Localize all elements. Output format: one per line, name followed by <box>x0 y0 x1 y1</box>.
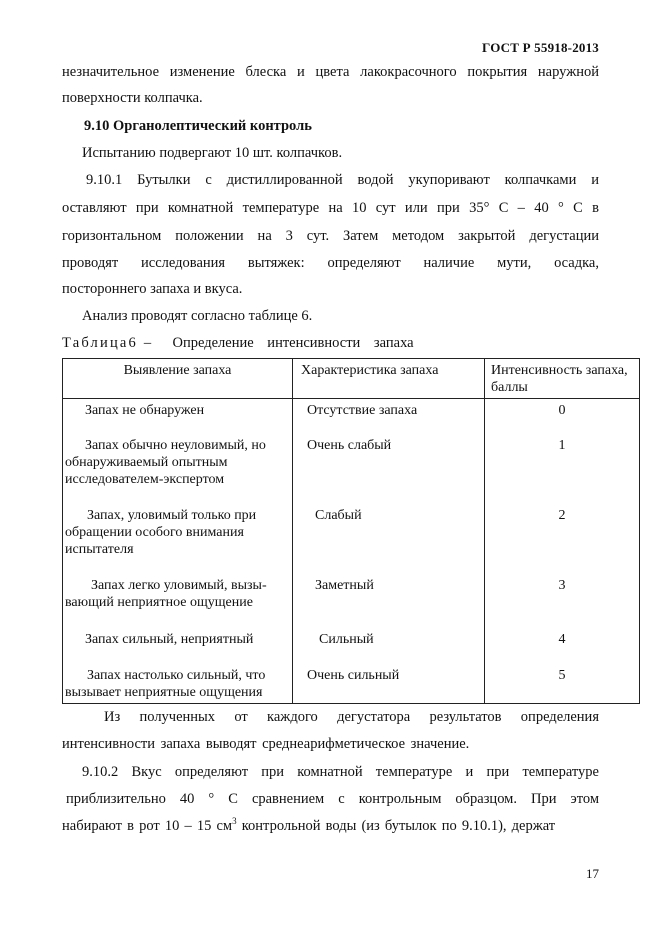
table-row <box>63 437 640 507</box>
odor-intensity-table <box>62 358 640 704</box>
table-row <box>63 577 640 631</box>
section-title: 9.10 Органолептический контроль <box>84 118 312 134</box>
score-cell: 5 <box>485 667 640 704</box>
table-header-row <box>63 359 640 399</box>
superscript: 3 <box>232 816 237 827</box>
detection-cell: Запах легко уловимый, вызы-вающий неприятное ощущение <box>63 577 293 631</box>
text-fragment: набирают в рот 10 – 15 см <box>62 818 233 834</box>
paragraph-line: поверхности колпачка. <box>62 90 203 106</box>
paragraph-line: постороннего запаха и вкуса. <box>62 281 243 297</box>
header-cell: Характеристика запаха <box>293 359 485 399</box>
header-cell: Интенсивность запаха, баллы <box>485 359 640 399</box>
paragraph-line: оставляют при комнатной температуре на 10 сут или при 35° С – 40 ° С в <box>62 200 599 216</box>
characteristic-cell: Сильный <box>293 631 485 667</box>
score-cell: 0 <box>485 399 640 438</box>
paragraph-line: незначительное изменение блеска и цвета лакокрасочного покрытия наружной <box>62 64 599 80</box>
table-caption <box>62 335 414 352</box>
characteristic-cell: Отсутствие запаха <box>293 399 485 438</box>
document-standard-header: ГОСТ Р 55918-2013 <box>482 40 599 55</box>
table-row <box>63 667 640 704</box>
characteristic-cell: Очень сильный <box>293 667 485 704</box>
score-cell: 4 <box>485 631 640 667</box>
score-cell: 2 <box>485 507 640 577</box>
detection-cell: Запах, уловимый только при обращении особого внимания испытателя <box>63 507 293 577</box>
paragraph-line <box>62 818 555 835</box>
characteristic-cell: Очень слабый <box>293 437 485 507</box>
table-caption-label: Таблица6 – <box>62 335 154 351</box>
page-number: 17 <box>586 866 599 881</box>
paragraph-line: приблизительно 40 ° С сравнением с контрольным образцом. При этом <box>66 791 599 807</box>
table-row <box>63 399 640 438</box>
detection-cell: Запах не обнаружен <box>63 399 293 438</box>
text-fragment: контрольной воды (из бутылок по 9.10.1), держат <box>241 818 556 834</box>
characteristic-cell: Слабый <box>293 507 485 577</box>
paragraph-line: интенсивности запаха выводят среднеарифметическое значение. <box>62 736 470 752</box>
paragraph-line: проводят исследования вытяжек: определяют наличие мути, осадка, <box>62 255 599 271</box>
table-caption-text: Определение интенсивности запаха <box>172 335 414 351</box>
paragraph-line: горизонтальном положении на 3 сут. Затем методом закрытой дегустации <box>62 228 599 244</box>
detection-cell: Запах обычно неуловимый, но обнаруживаемый опытным исследователем-экспертом <box>63 437 293 507</box>
detection-cell: Запах сильный, неприятный <box>63 631 293 667</box>
table-row <box>63 507 640 577</box>
characteristic-cell: Заметный <box>293 577 485 631</box>
paragraph-line: Анализ проводят согласно таблице 6. <box>82 308 313 324</box>
table-row <box>63 631 640 667</box>
score-cell: 3 <box>485 577 640 631</box>
paragraph-line: Испытанию подвергают 10 шт. колпачков. <box>82 145 343 161</box>
paragraph-line: 9.10.1 Бутылки с дистиллированной водой укупоривают колпачками и <box>86 172 599 188</box>
paragraph-line: 9.10.2 Вкус определяют при комнатной температуре и при температуре <box>82 764 599 780</box>
score-cell: 1 <box>485 437 640 507</box>
paragraph-line: Из полученных от каждого дегустатора результатов определения <box>104 709 599 725</box>
detection-cell: Запах настолько сильный, что вызывает неприятные ощущения <box>63 667 293 704</box>
header-cell: Выявление запаха <box>63 359 293 399</box>
